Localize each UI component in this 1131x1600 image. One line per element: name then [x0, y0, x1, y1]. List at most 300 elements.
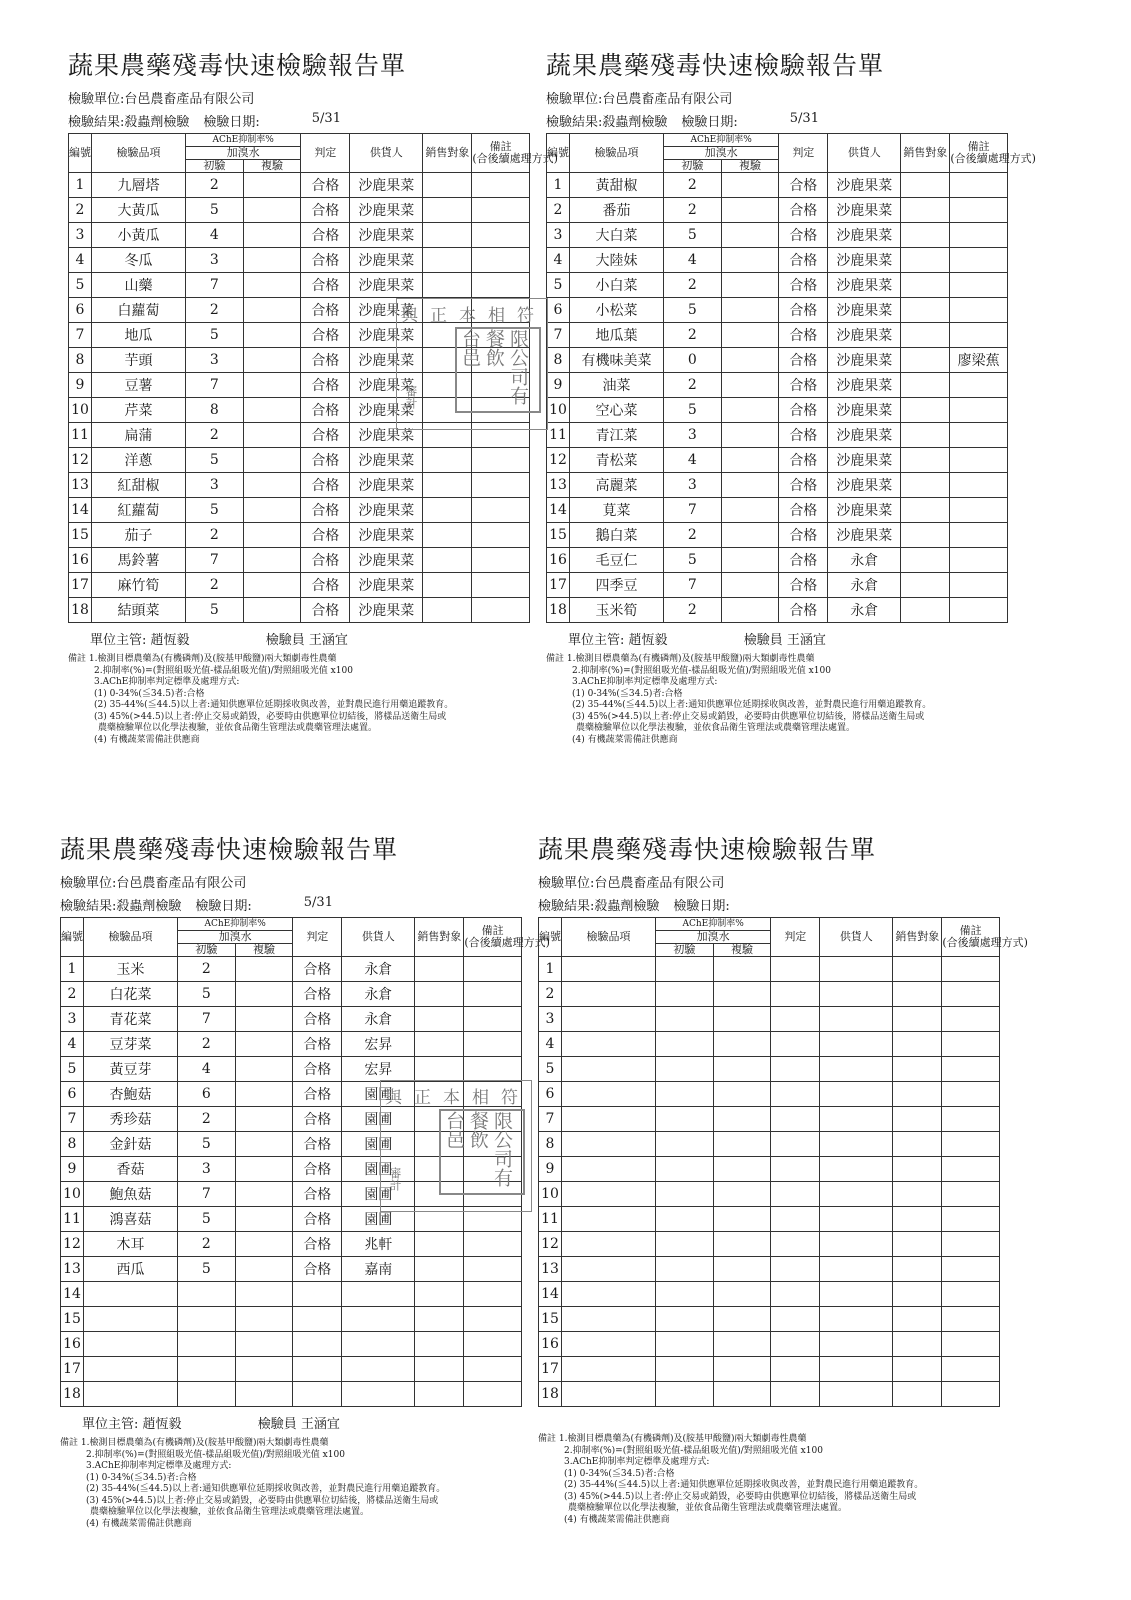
- initial-test-value: 5: [186, 498, 244, 523]
- sales-target: [893, 1082, 942, 1107]
- supplier: 沙鹿果菜: [350, 198, 423, 223]
- initial-test-value: 8: [186, 398, 244, 423]
- col-no-header: 編號: [547, 134, 570, 173]
- supplier: [342, 1307, 415, 1332]
- row-number: 3: [547, 223, 570, 248]
- remark: [942, 1232, 1000, 1257]
- remark: [472, 548, 530, 573]
- item-name: [562, 1007, 656, 1032]
- row-number: 13: [547, 473, 570, 498]
- supplier: 園圃: [342, 1157, 415, 1182]
- row-number: 8: [61, 1132, 84, 1157]
- row-number: 11: [61, 1207, 84, 1232]
- table-row: [539, 1307, 1000, 1332]
- supplier: 沙鹿果菜: [828, 348, 901, 373]
- company-seal-stamp: [380, 1080, 532, 1212]
- inspection-date: 5/31: [789, 111, 819, 126]
- sales-target: [893, 1182, 942, 1207]
- judgement: [771, 1157, 820, 1182]
- initial-test-value: [656, 1057, 714, 1082]
- recheck-value: [713, 1357, 771, 1382]
- table-row: [69, 598, 530, 623]
- sales-target: [415, 982, 464, 1007]
- col-item-header: 檢驗品項: [92, 134, 186, 173]
- supplier: 沙鹿果菜: [828, 498, 901, 523]
- sales-target: [901, 273, 950, 298]
- initial-test-value: 5: [186, 448, 244, 473]
- initial-test-value: 4: [664, 248, 722, 273]
- sales-target: [901, 298, 950, 323]
- recheck-value: [713, 1332, 771, 1357]
- row-number: 8: [539, 1132, 562, 1157]
- initial-test-value: [656, 1182, 714, 1207]
- note-line: 3.AChE抑制率判定標準及處理方式:: [564, 1457, 710, 1467]
- supplier: 沙鹿果菜: [828, 473, 901, 498]
- stamp-side-text: 審計: [388, 1167, 402, 1191]
- row-number: 5: [547, 273, 570, 298]
- sales-target: [423, 498, 472, 523]
- initial-test-value: 2: [186, 173, 244, 198]
- item-name: 大陸妹: [570, 248, 664, 273]
- initial-test-value: 2: [178, 1107, 236, 1132]
- initial-test-value: 2: [664, 598, 722, 623]
- initial-test-value: 4: [178, 1057, 236, 1082]
- item-name: [562, 1382, 656, 1407]
- sales-target: [901, 448, 950, 473]
- table-row: [547, 573, 1008, 598]
- row-number: 16: [61, 1332, 84, 1357]
- item-name: 豆芽菜: [84, 1032, 178, 1057]
- initial-test-value: 2: [186, 423, 244, 448]
- initial-test-value: [656, 1082, 714, 1107]
- result-label: 檢驗結果:殺蟲劑檢驗: [60, 899, 182, 914]
- col-recheck-header: 複驗: [713, 944, 771, 957]
- remark: [472, 523, 530, 548]
- judgement: 合格: [301, 198, 350, 223]
- remark: [472, 248, 530, 273]
- remark: 廖梁蕉: [950, 348, 1008, 373]
- judgement: 合格: [301, 523, 350, 548]
- remark: [942, 1307, 1000, 1332]
- sales-target: [423, 473, 472, 498]
- judgement: 合格: [301, 173, 350, 198]
- table-row: [547, 398, 1008, 423]
- supplier: 宏昇: [342, 1032, 415, 1057]
- col-judgement-header: 判定: [293, 918, 342, 957]
- remark: [950, 373, 1008, 398]
- sales-target: [415, 1282, 464, 1307]
- supplier: 沙鹿果菜: [350, 348, 423, 373]
- note-line: (2) 35-44%(≦44.5)以上者:通知供應單位延期採收與改善，並對農民進行用藥追蹤教育。: [564, 1480, 924, 1490]
- report-title: 蔬果農藥殘毒快速檢驗報告單: [68, 51, 407, 80]
- initial-test-value: 5: [178, 1207, 236, 1232]
- judgement: 合格: [293, 1107, 342, 1132]
- remark: [472, 498, 530, 523]
- table-row: [547, 423, 1008, 448]
- recheck-value: [713, 1257, 771, 1282]
- judgement: 合格: [301, 223, 350, 248]
- report-title: 蔬果農藥殘毒快速檢驗報告單: [546, 51, 885, 80]
- row-number: 7: [539, 1107, 562, 1132]
- judgement: 合格: [293, 1057, 342, 1082]
- stamp-col: 台邑: [459, 329, 481, 367]
- sales-target: [893, 1057, 942, 1082]
- table-row: [539, 1107, 1000, 1132]
- table-row: [61, 1282, 522, 1307]
- table-row: [61, 1057, 522, 1082]
- inspection-table: [546, 133, 1036, 623]
- supplier: [820, 1107, 893, 1132]
- note-line: 備註 1.檢測目標農藥為(有機磷劑)及(胺基甲酸鹽)兩大類劇毒性農藥: [68, 654, 337, 664]
- recheck-value: [235, 1007, 293, 1032]
- note-line: 3.AChE抑制率判定標準及處理方式:: [86, 1461, 232, 1471]
- table-row: [539, 1132, 1000, 1157]
- row-number: 6: [539, 1082, 562, 1107]
- recheck-value: [243, 573, 301, 598]
- row-number: 16: [69, 548, 92, 573]
- supplier: 永倉: [828, 573, 901, 598]
- row-number: 8: [547, 348, 570, 373]
- recheck-value: [721, 523, 779, 548]
- supplier: [820, 1207, 893, 1232]
- item-name: [84, 1357, 178, 1382]
- judgement: 合格: [779, 398, 828, 423]
- sales-target: [901, 398, 950, 423]
- supplier: 沙鹿果菜: [828, 198, 901, 223]
- item-name: 青江菜: [570, 423, 664, 448]
- row-number: 18: [69, 598, 92, 623]
- note-line: (2) 35-44%(≦44.5)以上者:通知供應單位延期採收與改善，並對農民進行用藥追蹤教育。: [86, 1484, 446, 1494]
- recheck-value: [235, 957, 293, 982]
- judgement: 合格: [301, 398, 350, 423]
- remark-header-line2: (合後續處理方式): [472, 152, 558, 165]
- recheck-value: [235, 1032, 293, 1057]
- item-name: 芋頭: [92, 348, 186, 373]
- row-number: 12: [547, 448, 570, 473]
- initial-test-value: 2: [664, 523, 722, 548]
- recheck-value: [243, 223, 301, 248]
- report-4: [538, 830, 1028, 1526]
- row-number: 14: [539, 1282, 562, 1307]
- col-remark-header: [942, 918, 1028, 957]
- note-line: (4) 有機蔬菜需備註供應商: [572, 734, 678, 745]
- supplier: 沙鹿果菜: [350, 173, 423, 198]
- inspection-result-line: [68, 111, 538, 130]
- initial-test-value: 5: [186, 198, 244, 223]
- judgement: 合格: [301, 298, 350, 323]
- item-name: [562, 1257, 656, 1282]
- sales-target: [901, 348, 950, 373]
- table-row: [547, 248, 1008, 273]
- supervisor-label: 單位主管:: [568, 633, 625, 648]
- judgement: 合格: [779, 598, 828, 623]
- remark: [472, 173, 530, 198]
- remark: [950, 323, 1008, 348]
- row-number: 10: [539, 1182, 562, 1207]
- item-name: [562, 1332, 656, 1357]
- supplier: 永倉: [342, 957, 415, 982]
- sales-target: [893, 1307, 942, 1332]
- col-supplier-header: 供貨人: [350, 134, 423, 173]
- recheck-value: [243, 173, 301, 198]
- item-name: 洋蔥: [92, 448, 186, 473]
- remark: [950, 498, 1008, 523]
- supplier: 永倉: [828, 598, 901, 623]
- report-title: 蔬果農藥殘毒快速檢驗報告單: [60, 835, 399, 864]
- recheck-value: [713, 1382, 771, 1407]
- item-name: 小黃瓜: [92, 223, 186, 248]
- recheck-value: [721, 448, 779, 473]
- item-name: 香菇: [84, 1157, 178, 1182]
- col-water-header: 加溴水: [178, 931, 293, 944]
- col-supplier-header: 供貨人: [820, 918, 893, 957]
- initial-test-value: 5: [664, 223, 722, 248]
- remark: [472, 198, 530, 223]
- remark: [464, 1357, 522, 1382]
- sales-target: [901, 323, 950, 348]
- judgement: [771, 1007, 820, 1032]
- stamp-text-top: 與正本相符: [385, 1088, 530, 1108]
- sales-target: [423, 548, 472, 573]
- remark: [942, 1207, 1000, 1232]
- row-number: 8: [69, 348, 92, 373]
- judgement: 合格: [301, 473, 350, 498]
- initial-test-value: 5: [664, 298, 722, 323]
- judgement: 合格: [779, 548, 828, 573]
- table-row: [539, 1257, 1000, 1282]
- remark: [472, 223, 530, 248]
- table-row: [547, 173, 1008, 198]
- table-row: [61, 1257, 522, 1282]
- initial-test-value: 2: [178, 1232, 236, 1257]
- supplier: [342, 1282, 415, 1307]
- remark: [950, 473, 1008, 498]
- table-row: [539, 957, 1000, 982]
- inspector-name: 王涵宜: [308, 633, 348, 648]
- col-initial-header: 初驗: [186, 160, 244, 173]
- table-row: [539, 1332, 1000, 1357]
- supplier: 宏昇: [342, 1057, 415, 1082]
- supplier: [820, 957, 893, 982]
- item-name: 秀珍菇: [84, 1107, 178, 1132]
- initial-test-value: 5: [178, 1132, 236, 1157]
- sales-target: [893, 1332, 942, 1357]
- remark: [942, 957, 1000, 982]
- initial-test-value: 3: [664, 473, 722, 498]
- initial-test-value: 7: [178, 1182, 236, 1207]
- supplier: 沙鹿果菜: [350, 423, 423, 448]
- row-number: 17: [61, 1357, 84, 1382]
- item-name: [562, 1282, 656, 1307]
- supplier: 沙鹿果菜: [350, 448, 423, 473]
- note-line: (4) 有機蔬菜需備註供應商: [564, 1514, 670, 1525]
- judgement: [771, 957, 820, 982]
- stamp-col: 限公司有: [491, 1111, 513, 1187]
- initial-test-value: [656, 1282, 714, 1307]
- row-number: 12: [539, 1232, 562, 1257]
- recheck-value: [243, 198, 301, 223]
- table-row: [61, 1007, 522, 1032]
- row-number: 9: [69, 373, 92, 398]
- row-number: 7: [61, 1107, 84, 1132]
- judgement: [771, 1057, 820, 1082]
- row-number: 10: [61, 1182, 84, 1207]
- recheck-value: [713, 1032, 771, 1057]
- recheck-value: [235, 1132, 293, 1157]
- notes: [538, 1434, 1008, 1526]
- initial-test-value: [656, 1357, 714, 1382]
- note-line: 3.AChE抑制率判定標準及處理方式:: [572, 677, 718, 687]
- recheck-value: [721, 548, 779, 573]
- initial-test-value: 3: [186, 473, 244, 498]
- item-name: [562, 1307, 656, 1332]
- table-body: [547, 173, 1008, 623]
- item-name: 黃甜椒: [570, 173, 664, 198]
- table-row: [547, 498, 1008, 523]
- initial-test-value: 7: [186, 273, 244, 298]
- remark: [464, 1382, 522, 1407]
- judgement: [771, 1082, 820, 1107]
- supplier: 永倉: [342, 982, 415, 1007]
- sales-target: [893, 957, 942, 982]
- recheck-value: [713, 1057, 771, 1082]
- remark: [464, 957, 522, 982]
- remark: [942, 982, 1000, 1007]
- supplier: 沙鹿果菜: [828, 273, 901, 298]
- col-remark-header: [950, 134, 1036, 173]
- row-number: 11: [69, 423, 92, 448]
- sales-target: [423, 448, 472, 473]
- row-number: 4: [547, 248, 570, 273]
- company-seal-stamp: [396, 298, 548, 430]
- item-name: 大白菜: [570, 223, 664, 248]
- remark: [950, 248, 1008, 273]
- item-name: 杏鮑菇: [84, 1082, 178, 1107]
- recheck-value: [713, 1157, 771, 1182]
- inspector-label: 檢驗員: [257, 1417, 297, 1432]
- recheck-value: [235, 1307, 293, 1332]
- item-name: 鵝白菜: [570, 523, 664, 548]
- row-number: 10: [69, 398, 92, 423]
- initial-test-value: [656, 1207, 714, 1232]
- supplier: 園圃: [342, 1107, 415, 1132]
- initial-test-value: 5: [664, 398, 722, 423]
- supplier: 沙鹿果菜: [350, 373, 423, 398]
- initial-test-value: 5: [664, 548, 722, 573]
- remark: [942, 1057, 1000, 1082]
- table-row: [547, 448, 1008, 473]
- sales-target: [423, 198, 472, 223]
- stamp-box: [455, 327, 541, 413]
- supplier: [342, 1382, 415, 1407]
- judgement: 合格: [779, 448, 828, 473]
- sales-target: [423, 273, 472, 298]
- table-row: [69, 573, 530, 598]
- col-ache-header: AChE抑制率%: [178, 918, 293, 931]
- report-title: 蔬果農藥殘毒快速檢驗報告單: [538, 835, 877, 864]
- table-row: [539, 982, 1000, 1007]
- sales-target: [415, 1257, 464, 1282]
- row-number: 3: [69, 223, 92, 248]
- remark: [464, 1007, 522, 1032]
- judgement: [771, 1382, 820, 1407]
- remark: [472, 573, 530, 598]
- recheck-value: [243, 548, 301, 573]
- row-number: 9: [61, 1157, 84, 1182]
- inspection-unit: 檢驗單位:台邑農畜產品有限公司: [60, 876, 247, 891]
- item-name: 毛豆仁: [570, 548, 664, 573]
- judgement: 合格: [779, 498, 828, 523]
- remark: [472, 598, 530, 623]
- item-name: 有機味美菜: [570, 348, 664, 373]
- sales-target: [893, 1132, 942, 1157]
- row-number: 6: [69, 298, 92, 323]
- table-row: [539, 1207, 1000, 1232]
- table-row: [69, 548, 530, 573]
- recheck-value: [235, 1107, 293, 1132]
- remark: [942, 1132, 1000, 1157]
- signature-line: [82, 1413, 530, 1432]
- initial-test-value: 6: [178, 1082, 236, 1107]
- table-row: [69, 223, 530, 248]
- recheck-value: [721, 348, 779, 373]
- item-name: 馬鈴薯: [92, 548, 186, 573]
- judgement: 合格: [301, 273, 350, 298]
- sales-target: [415, 1307, 464, 1332]
- stamp-col: 餐飲: [467, 1111, 489, 1149]
- note-line: 2.抑制率(%)=(對照組吸光值-樣品組吸光值)/對照組吸光值 x100: [94, 665, 353, 676]
- initial-test-value: 5: [178, 982, 236, 1007]
- recheck-value: [721, 423, 779, 448]
- recheck-value: [721, 173, 779, 198]
- judgement: [771, 1307, 820, 1332]
- sales-target: [901, 198, 950, 223]
- supplier: [820, 1332, 893, 1357]
- row-number: 18: [61, 1382, 84, 1407]
- supplier: 沙鹿果菜: [828, 173, 901, 198]
- judgement: 合格: [779, 373, 828, 398]
- report-2: [546, 46, 1036, 746]
- notes: [68, 654, 538, 746]
- remark: [950, 223, 1008, 248]
- col-water-header: 加溴水: [656, 931, 771, 944]
- col-item-header: 檢驗品項: [570, 134, 664, 173]
- row-number: 17: [539, 1357, 562, 1382]
- row-number: 5: [61, 1057, 84, 1082]
- inspection-date: 5/31: [311, 111, 341, 126]
- judgement: [293, 1282, 342, 1307]
- notes: [60, 1438, 530, 1530]
- item-name: 鴻喜菇: [84, 1207, 178, 1232]
- supplier: 嘉南: [342, 1257, 415, 1282]
- remark: [942, 1282, 1000, 1307]
- row-number: 16: [547, 548, 570, 573]
- sales-target: [893, 1107, 942, 1132]
- remark: [464, 1307, 522, 1332]
- col-sales-header: 銷售對象: [893, 918, 942, 957]
- judgement: 合格: [779, 223, 828, 248]
- table-row: [539, 1032, 1000, 1057]
- recheck-value: [243, 398, 301, 423]
- supplier: 永倉: [342, 1007, 415, 1032]
- stamp-col: 餐飲: [483, 329, 505, 367]
- recheck-value: [235, 1257, 293, 1282]
- note-line: 3.AChE抑制率判定標準及處理方式:: [94, 677, 240, 687]
- recheck-value: [243, 273, 301, 298]
- initial-test-value: 2: [178, 1032, 236, 1057]
- judgement: 合格: [779, 473, 828, 498]
- judgement: [771, 1032, 820, 1057]
